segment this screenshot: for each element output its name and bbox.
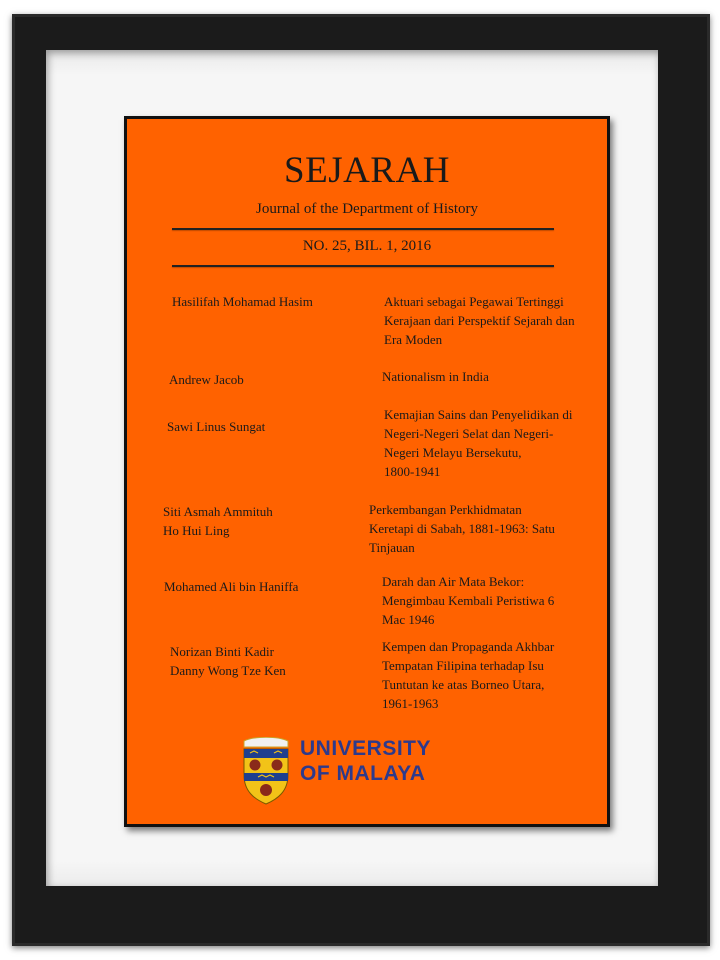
article-title-line: Era Moden	[384, 332, 443, 347]
article-title-line: Perkembangan Perkhidmatan	[369, 502, 522, 517]
author-name: Hasilifah Mohamad Hasim	[172, 294, 313, 309]
entry-3-authors	[167, 417, 265, 436]
article-title-line: 1961-1963	[382, 696, 439, 711]
author-name: Ho Hui Ling	[163, 523, 230, 538]
entry-1-authors	[172, 292, 313, 311]
article-title-line: Aktuari sebagai Pegawai Tertinggi	[384, 294, 564, 309]
article-title-line: Kempen dan Propaganda Akhbar	[382, 639, 555, 654]
article-title-line: Keretapi di Sabah, 1881-1963: Satu	[369, 521, 555, 536]
author-name: Danny Wong Tze Ken	[170, 663, 286, 678]
article-title-line: Negeri-Negeri Selat dan Negeri-	[384, 426, 554, 441]
article-title-line: Nationalism in India	[382, 369, 489, 384]
journal-cover	[124, 116, 610, 827]
article-title-line: Tinjauan	[369, 540, 415, 555]
entry-1-title	[384, 292, 609, 349]
article-title-line: Negeri Melayu Bersekutu,	[384, 445, 522, 460]
author-name: Norizan Binti Kadir	[170, 644, 274, 659]
article-title-line: Tempatan Filipina terhadap Isu	[382, 658, 544, 673]
article-title-line: 1800-1941	[384, 464, 441, 479]
divider-bottom	[172, 265, 554, 267]
university-name-line2: OF MALAYA	[300, 762, 426, 785]
university-name	[300, 736, 431, 786]
entry-5-title	[382, 572, 607, 629]
article-title-line: Darah dan Air Mata Bekor:	[382, 574, 525, 589]
divider-top	[172, 228, 554, 230]
entry-2-authors	[169, 370, 244, 389]
article-title-line: Mac 1946	[382, 612, 435, 627]
university-crest-icon	[240, 737, 292, 805]
issue-number: NO. 25, BIL. 1, 2016	[302, 238, 432, 254]
article-title-line: Tuntutan ke atas Borneo Utara,	[382, 677, 545, 692]
entry-4-title	[369, 500, 594, 557]
author-name: Sawi Linus Sungat	[167, 419, 266, 434]
university-name-line1: UNIVERSITY	[300, 737, 432, 760]
entry-3-title	[384, 405, 609, 481]
author-name: Andrew Jacob	[169, 372, 244, 387]
article-title-line: Kerajaan dari Perspektif Sejarah dan	[384, 313, 575, 328]
article-title-line: Kemajian Sains dan Penyelidikan di	[384, 407, 573, 422]
author-name: Mohamed Ali bin Haniffa	[164, 579, 299, 594]
article-title-line: Mengimbau Kembali Peristiwa 6	[382, 593, 555, 608]
journal-subtitle: Journal of the Department of History	[255, 201, 479, 217]
entry-5-authors	[164, 577, 298, 596]
entry-2-title	[382, 367, 607, 386]
entry-4-authors	[163, 502, 273, 540]
journal-title: SEJARAH	[284, 150, 450, 191]
entry-6-authors	[170, 642, 286, 680]
entry-6-title	[382, 637, 607, 713]
author-name: Siti Asmah Ammituh	[163, 504, 273, 519]
